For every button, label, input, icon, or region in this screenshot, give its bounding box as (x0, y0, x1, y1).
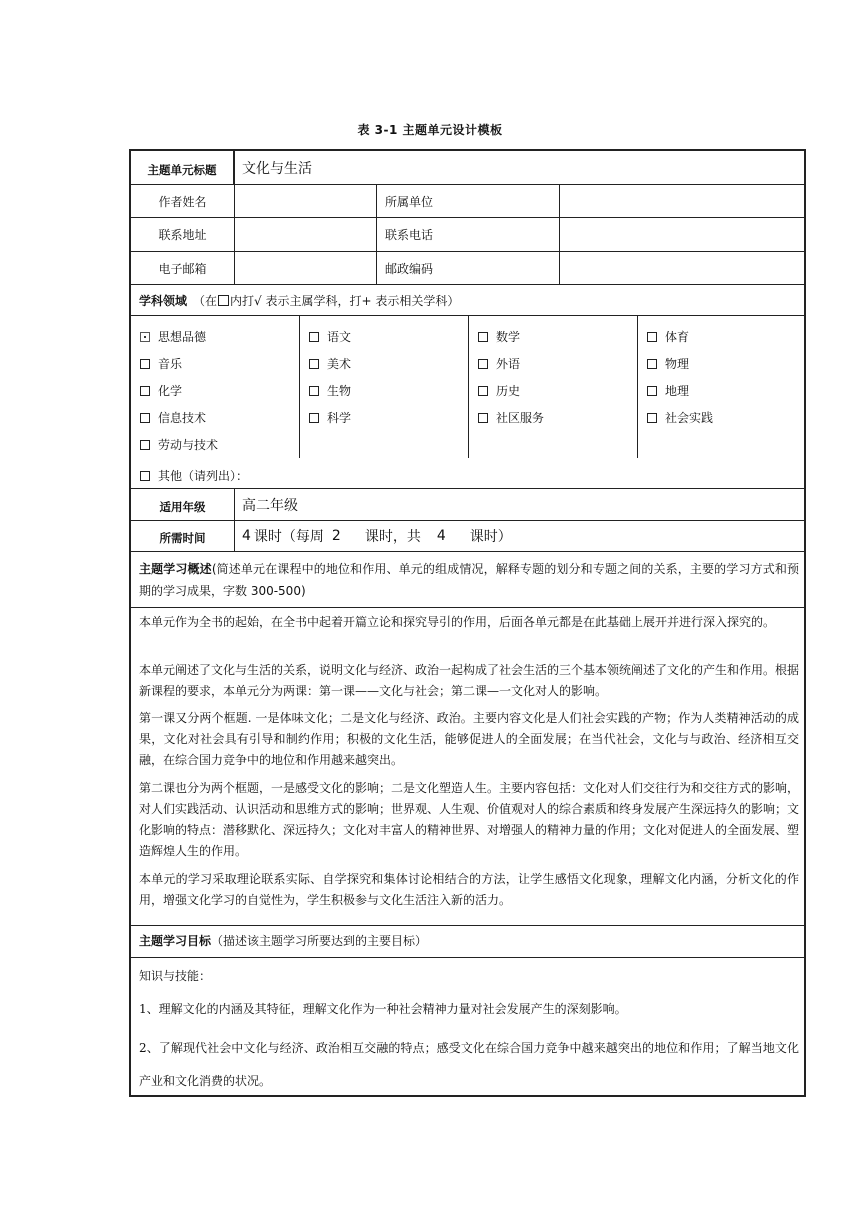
subject-label: 语文 (327, 330, 352, 344)
subject-option[interactable] (478, 409, 544, 426)
subject-option[interactable] (140, 409, 206, 426)
theme-title-value[interactable]: 文化与生活 (242, 160, 312, 177)
author-row (131, 185, 804, 218)
subject-label: 思想品德 (158, 330, 207, 344)
subject-option[interactable] (140, 382, 182, 399)
dotted-checkbox-icon[interactable] (140, 332, 150, 342)
postcode-field[interactable] (560, 252, 804, 284)
subject-option[interactable] (647, 409, 713, 426)
checkbox-icon[interactable] (647, 359, 657, 369)
goal-line: 1、理解文化的内涵及其特征，理解文化作为一种社会精神力量对社会发展产生的深刻影响。 (139, 1002, 627, 1016)
weeks-count[interactable]: 4 (436, 528, 446, 544)
checkbox-icon[interactable] (309, 359, 319, 369)
checkbox-icon[interactable] (478, 386, 488, 396)
goals-header (139, 931, 799, 952)
subject-label: 体育 (665, 330, 690, 344)
subjects-grid (131, 316, 804, 458)
subjects-title: 学科领域 (139, 293, 188, 308)
checkbox-icon[interactable] (647, 332, 657, 342)
subject-label: 生物 (327, 384, 352, 398)
checkbox-icon[interactable] (140, 359, 150, 369)
grid-divider (637, 316, 638, 458)
subject-label: 音乐 (158, 357, 183, 371)
subject-option[interactable] (478, 382, 520, 399)
subject-label: 化学 (158, 384, 183, 398)
goals-header-row (131, 926, 804, 958)
subject-option[interactable] (309, 328, 351, 345)
subject-label: 美术 (327, 357, 352, 371)
subject-option[interactable] (478, 328, 520, 345)
goal-line: 2、了解现代社会中文化与经济、政治相互交融的特点；感受文化在综合国力竞争中越来越突出的地位和作用；了解当地文化产业和文化消费的状况。 (139, 1041, 799, 1088)
unit-field[interactable] (560, 185, 804, 217)
checkbox-sample-icon (218, 295, 229, 306)
time-unit-2: 课时，共 (364, 529, 421, 545)
checkbox-icon[interactable] (140, 471, 150, 481)
overview-header (139, 558, 799, 602)
overview-paragraph: 本单元的学习采取理论联系实际、自学探究和集体讨论相结合的方法，让学生感悟文化现象，理解文化内涵，分析文化的作用，增强文化学习的自觉性为，学生积极参与文化生活注入新的活力。 (139, 872, 799, 907)
subject-option[interactable] (309, 355, 351, 372)
author-label: 作者姓名 (131, 185, 235, 217)
overview-body (131, 608, 804, 926)
total-hours[interactable]: 4 (242, 528, 251, 544)
phone-field[interactable] (560, 218, 804, 251)
time-unit-3: 课时） (469, 529, 512, 545)
overview-paragraph: 本单元阐述了文化与生活的关系，说明文化与经济、政治一起构成了社会生活的三个基本领统阐述了文化的产生和作用。根据新课程的要求，本单元分为两课：第一课——文化与社会；第二课—一文化对人的影响。 (139, 663, 800, 698)
postcode-label: 邮政编码 (377, 252, 560, 284)
overview-paragraph: 第二课也分为两个框题，一是感受文化的影响；二是文化塑造人生。主要内容包括：文化对人们交往行为和交往方式的影响，对人们实践活动、认识活动和思维方式的影响；世界观、人生观、价值观对人的综合素质和终身发展产生深远持久的影响；文化影响的特点：潜移默化、深远持久；文化对丰富人的精神世界、对增强人的精神力量的作用；文化对促进人的全面发展、塑造辉煌人生的作用。 (139, 781, 800, 858)
subject-option[interactable] (309, 409, 351, 426)
subject-option[interactable] (478, 355, 520, 372)
checkbox-icon[interactable] (140, 386, 150, 396)
checkbox-icon[interactable] (140, 413, 150, 423)
phone-label: 联系电话 (377, 218, 560, 251)
weekly-hours[interactable]: 2 (331, 528, 341, 544)
grade-row (131, 489, 804, 521)
checkbox-icon[interactable] (478, 332, 488, 342)
subject-label: 地理 (665, 384, 690, 398)
checkbox-icon[interactable] (140, 440, 150, 450)
subject-label: 历史 (496, 384, 521, 398)
subject-option[interactable] (647, 382, 689, 399)
time-row (131, 521, 804, 552)
other-subject-row (131, 458, 804, 489)
subject-option[interactable] (140, 328, 206, 345)
subjects-instruction-pre: （在 (193, 293, 218, 308)
subjects-header (139, 285, 799, 315)
goal-line: 知识与技能： (139, 969, 212, 983)
other-subject-label: 其他（请列出）： (158, 469, 249, 483)
checkbox-icon[interactable] (309, 332, 319, 342)
theme-title-row (131, 151, 804, 185)
subjects-instruction-post: 内打√ 表示主属学科，打+ 表示相关学科） (230, 293, 460, 308)
time-value (235, 521, 804, 551)
address-label: 联系地址 (131, 218, 235, 251)
goals-body (131, 958, 804, 1095)
email-field[interactable] (235, 252, 377, 284)
checkbox-icon[interactable] (309, 386, 319, 396)
subject-label: 社区服务 (496, 411, 545, 425)
other-subject-option[interactable] (140, 467, 248, 484)
overview-title: 主题学习概述 (139, 562, 212, 576)
overview-paragraph: 本单元作为全书的起始，在全书中起着开篇立论和探究导引的作用，后面各单元都是在此基础上展开并进行深入探究的。 (139, 615, 776, 629)
goals-title: 主题学习目标 (139, 934, 212, 948)
subject-label: 物理 (665, 357, 690, 371)
theme-title-label: 主题单元标题 (131, 151, 235, 184)
email-label: 电子邮箱 (131, 252, 235, 284)
subject-option[interactable] (647, 328, 689, 345)
grade-label: 适用年级 (131, 489, 235, 520)
subject-label: 社会实践 (665, 411, 714, 425)
subject-label: 科学 (327, 411, 352, 425)
email-row (131, 252, 804, 285)
subject-label: 信息技术 (158, 411, 207, 425)
subject-option[interactable] (647, 355, 689, 372)
time-label: 所需时间 (131, 521, 235, 551)
table-caption: 表 3-1 主题单元设计模板 (357, 123, 503, 137)
subject-label: 劳动与技术 (158, 438, 219, 452)
checkbox-icon[interactable] (478, 413, 488, 423)
grid-divider (468, 316, 469, 458)
checkbox-icon[interactable] (647, 413, 657, 423)
subject-option[interactable] (309, 382, 351, 399)
overview-header-row (131, 552, 804, 608)
grade-value[interactable]: 高二年级 (242, 497, 298, 514)
goals-hint: （描述该主题学习所要达到的主要目标） (211, 934, 428, 948)
grid-divider (299, 316, 300, 458)
address-field[interactable] (235, 218, 377, 251)
subject-option[interactable] (140, 436, 218, 453)
checkbox-icon[interactable] (478, 359, 488, 369)
overview-paragraph: 第一课又分两个框题. 一是体味文化；二是文化与经济、政治。主要内容文化是人们社会实践的产物；作为人类精神活动的成果，文化对社会具有引导和制约作用；积极的文化生活，能够促进人的全面发展；在当代社会，文化与与政治、经济相互交融，在综合国力竞争中的地位和作用越来越突出。 (139, 711, 799, 767)
time-unit-1: 课时（每周 (253, 529, 324, 545)
subjects-header-row (131, 285, 804, 316)
subject-label: 数学 (496, 330, 521, 344)
subject-label: 外语 (496, 357, 521, 371)
unit-design-form (129, 149, 806, 1097)
overview-hint: (简述单元在课程中的地位和作用、单元的组成情况，解释专题的划分和专题之间的关系，主要的学习方式和预期的学习成果，字数 300-500) (139, 562, 799, 598)
author-field[interactable] (235, 185, 377, 217)
checkbox-icon[interactable] (647, 386, 657, 396)
unit-label: 所属单位 (377, 185, 560, 217)
checkbox-icon[interactable] (309, 413, 319, 423)
subject-option[interactable] (140, 355, 182, 372)
address-row (131, 218, 804, 252)
